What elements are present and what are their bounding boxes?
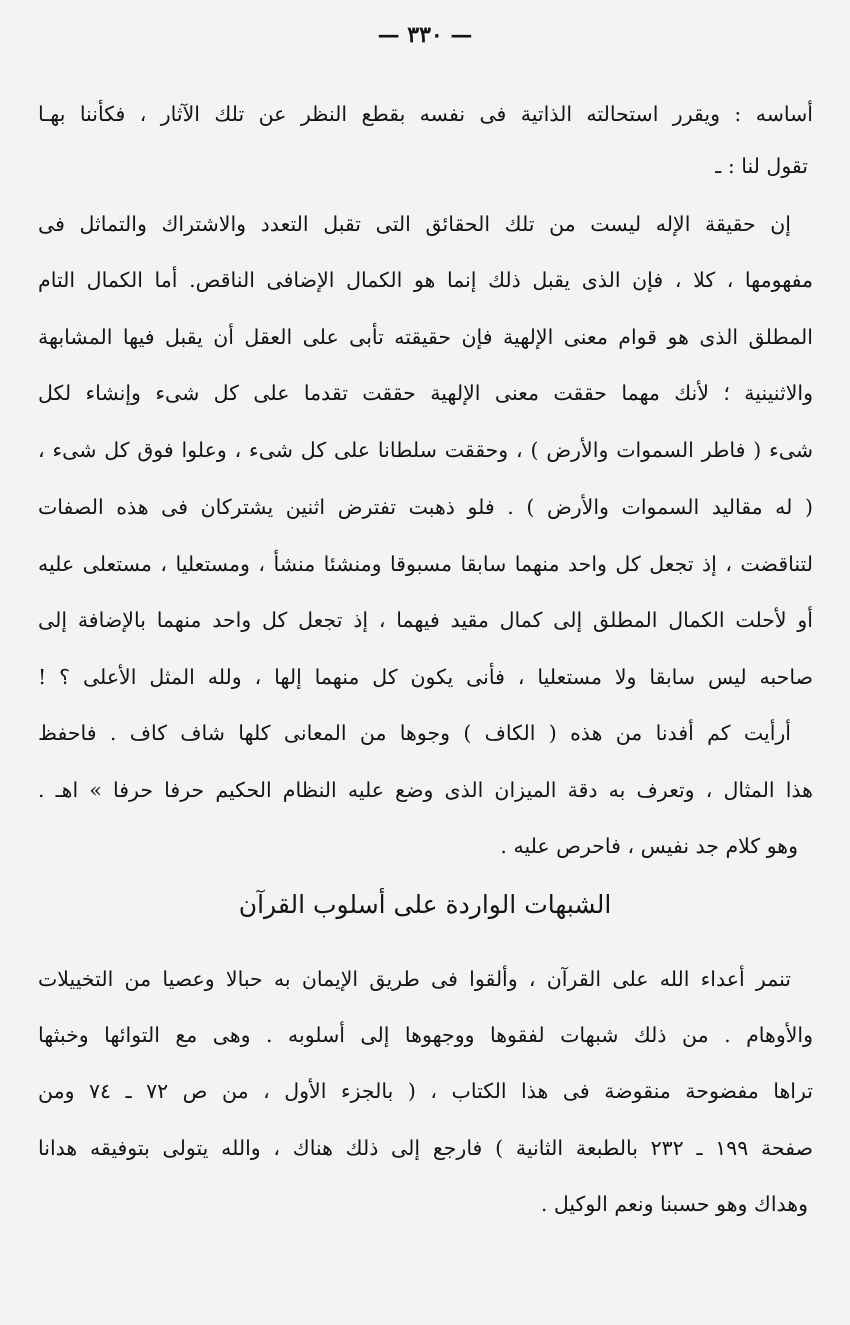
- paragraph-line: وهو كلام جد نفيس ، فاحرص عليه .: [500, 834, 798, 858]
- paragraph-line: تنمر أعداء الله على القرآن ، وألقوا فى طريق الإيمان به حبالا وعصيا من التخييلات: [38, 967, 791, 991]
- paragraph-line: مفهومها ، كلا ، فإن الذى يقبل ذلك إنما هو الكمال الإضافى الناقص. أما الكمال التام: [38, 268, 813, 292]
- paragraph-line: إن حقيقة الإله ليست من تلك الحقائق التى تقبل التعدد والاشتراك والتماثل فى: [38, 212, 791, 236]
- paragraph-line: وهداك وهو حسبنا ونعم الوكيل .: [540, 1192, 808, 1216]
- paragraph-line: أرأيت كم أفدنا من هذه ( الكاف ) وجوها من المعانى كلها شاف كاف . فاحفظ: [38, 721, 791, 745]
- paragraph-line: لتناقضت ، إذ تجعل كل واحد منهما سابقا مسبوقا ومنشئا منشأ ، ومستعليا ، مستعلى عليه: [38, 552, 813, 576]
- paragraph-line: صاحبه ليس سابقا ولا مستعليا ، فأنى يكون كل منهما إلها ، ولله المثل الأعلى ؟ !: [38, 665, 813, 689]
- page-number: — ٣٣٠ —: [377, 22, 473, 48]
- paragraph-line: والأوهام . من ذلك شبهات لفقوها ووجهوها إلى أسلوبه . وهى مع التوائها وخبثها: [38, 1023, 813, 1047]
- paragraph-line: المطلق الذى هو قوام معنى الإلهية فإن حقيقته تأبى على العقل أن يقبل فيها المشابهة: [38, 325, 813, 349]
- paragraph-line: شىء ( فاطر السموات والأرض ) ، وحققت سلطانا على كل شىء ، وعلوا فوق كل شىء ،: [38, 438, 813, 462]
- paragraph-line: ( له مقاليد السموات والأرض ) . فلو ذهبت تفترض اثنين يشتركان فى هذه الصفات: [38, 495, 813, 519]
- paragraph-line: أساسه : ويقرر استحالته الذاتية فى نفسه بقطع النظر عن تلك الآثار ، فكأننا بهـا: [38, 102, 813, 126]
- section-heading: الشبهات الواردة على أسلوب القرآن: [238, 890, 612, 919]
- paragraph-line: تراها مفضوحة منقوضة فى هذا الكتاب ، ( بالجزء الأول ، من ص ٧٢ ـ ٧٤ ومن: [38, 1079, 813, 1103]
- paragraph-line: والاثنينية ؛ لأنك مهما حققت معنى الإلهية حققت تقدما على كل شىء وإنشاء لكل: [38, 381, 813, 405]
- paragraph-line: هذا المثال ، وتعرف به دقة الميزان الذى وضع عليه النظام الحكيم حرفا حرفا » اهـ .: [38, 778, 813, 802]
- paragraph-line: أو لأحلت الكمال المطلق إلى كمال مقيد فيهما ، إذ تجعل كل واحد منهما بالإضافة إلى: [38, 608, 813, 632]
- paragraph-line: تقول لنا : ـ: [715, 154, 808, 178]
- paragraph-line: صفحة ١٩٩ ـ ٢٣٢ بالطبعة الثانية ) فارجع إلى ذلك هناك ، والله يتولى بتوفيقه هدانا: [38, 1136, 813, 1160]
